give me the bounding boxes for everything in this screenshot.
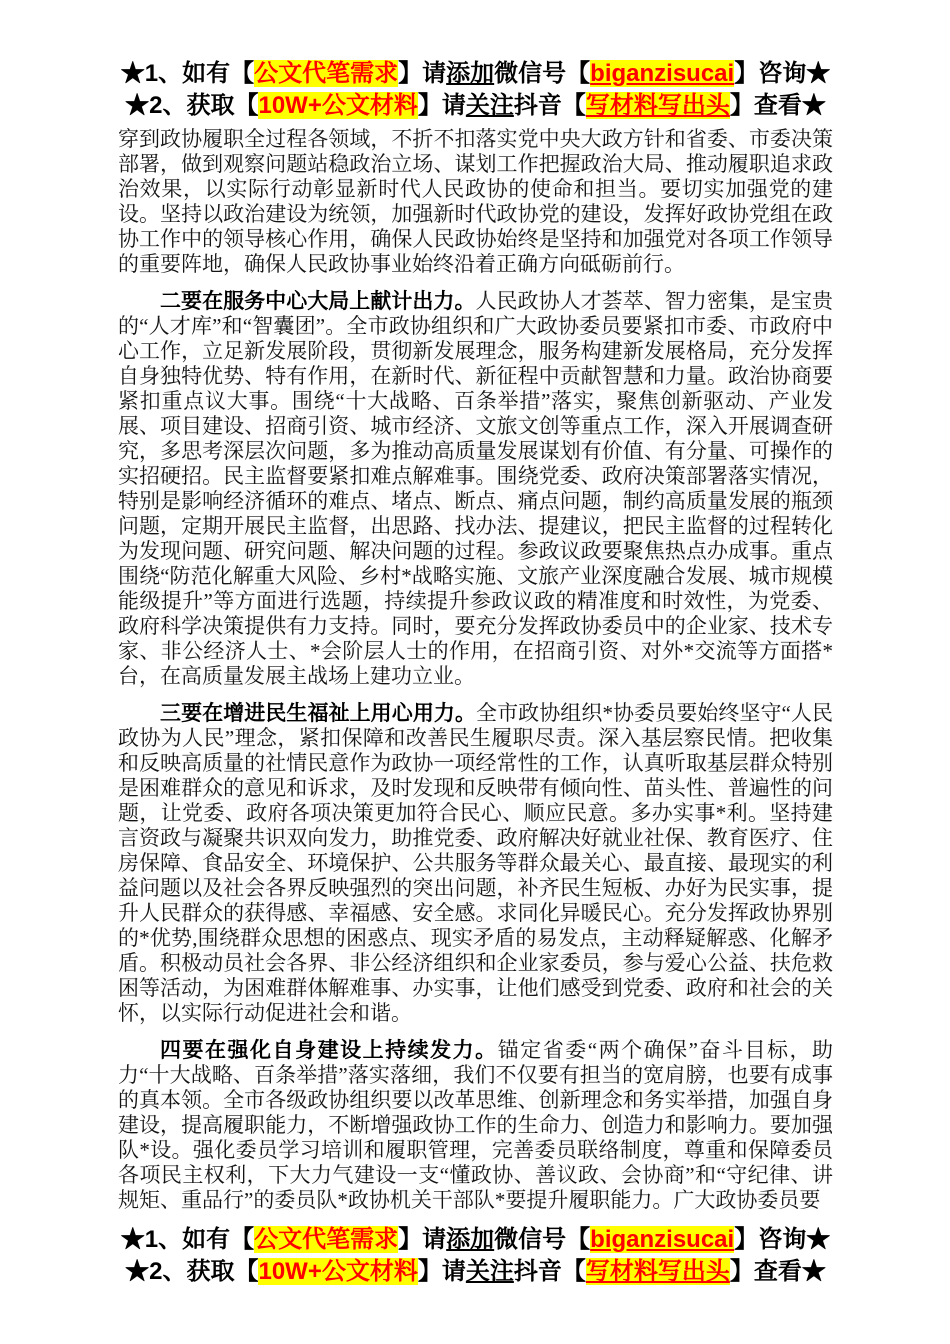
promo-underline-text: 关注 (465, 1258, 514, 1285)
promo-text: 抖音【 (513, 92, 586, 119)
promo-text: ★2、获取【 (125, 1258, 259, 1285)
paragraph-text: 人民政协人才荟萃、智力密集，是宝贵的“人才库”和“智囊团”。全市政协组织和广大政协委员要紧扣市委、市政府中心工作，立足新发展阶段，贯彻新发展理念，服务构建新发展格局，充分发挥自身独特优势、特有作用，在新时代、新征程中贡献智慧和力量。政治协商要紧扣重点议大事。围绕“十大战略、百条举措”落实，聚焦创新驱动、产业发展、项目建设、招商引资、城市经济、文旅文创等重点工作，深入开展调查研究，多思考深层次问题，多为推动高质量发展谋划有价值、有分量、可操作的实招硬招。民主监督要紧扣难点解难事。围绕党委、政府决策部署落实情况，特别是影响经济循环的难点、堵点、断点、痛点问题，制约高质量发展的瓶颈问题，定期开展民主监督，出思路、找办法、提建议，把民主监督的过程转化为发现问题、研究问题、解决问题的过程。参政议政要聚焦热点办成事。重点围绕“防范化解重大风险、乡村*战略实施、文旅产业深度融合发展、城市规模能级提升”等方面进行选题，持续提升参政议政的精准度和时效性，为党委、政府科学决策提供有力支持。同时，要充分发挥政协委员中的企业家、技术专家、非公经济人士、*会阶层人士的作用，在招商引资、对外*交流等方面搭*台，在高质量发展主战场上建功立业。 (118, 289, 833, 688)
promo-underline-text: 添加 (446, 60, 495, 87)
paragraph (118, 127, 833, 277)
paragraph (118, 1038, 833, 1213)
promo-text: 抖音【 (513, 1258, 586, 1285)
promo-highlight: 公文代笔需求 (254, 60, 399, 87)
promo-line-1 (118, 58, 833, 90)
promo-text: 】请 (398, 60, 447, 87)
promo-text: 】请 (398, 1226, 447, 1253)
promo-text: 】咨询★ (734, 60, 831, 87)
promo-text: ★2、获取【 (125, 92, 259, 119)
promo-text: 】查看★ (729, 92, 826, 119)
promo-highlight: 公文代笔需求 (254, 1226, 399, 1253)
promo-underline-text: 关注 (465, 92, 514, 119)
promo-text: 】查看★ (729, 1258, 826, 1285)
paragraph-lead: 二要在服务中心大局上献计出力。 (160, 290, 476, 313)
promo-douyin-id: 写材料写出头 (585, 1258, 730, 1285)
promo-highlight: 10W+公文材料 (258, 92, 418, 119)
promo-line-2 (118, 90, 833, 122)
promo-douyin-id: 写材料写出头 (585, 92, 730, 119)
promo-text: 】请 (417, 92, 466, 119)
paragraph (118, 701, 833, 1026)
promo-text: ★1、如有【 (120, 60, 255, 87)
promo-underline-text: 添加 (446, 1226, 495, 1253)
promo-line-2 (118, 1256, 833, 1288)
promo-banner-bottom (118, 1224, 833, 1288)
paragraph-text: 全市政协组织*协委员要始终坚守“人民政协为人民”理念，紧扣保障和改善民生履职尽责。深入基层察民情。把收集和反映高质量的社情民意作为政协一项经常性的工作，认真听取基层群众特别是困难群众的意见和诉求，及时发现和反映带有倾向性、苗头性、普遍性的问题，让党委、政府各项决策更加符合民心、顺应民意。多办实事*利。坚持建言资政与凝聚共识双向发力，助推党委、政府解决好就业社保、教育医疗、住房保障、食品安全、环境保护、公共服务等群众最关心、最直接、最现实的利益问题以及社会各界反映强烈的突出问题，补齐民生短板、办好为民实事，提升人民群众的获得感、幸福感、安全感。求同化异暖民心。充分发挥政协界别的*优势,围绕群众思想的困惑点、现实矛盾的易发点，主动释疑解惑、化解矛盾。积极动员社会各界、非公经济组织和企业家委员，参与爱心公益、扶危救困等活动，为困难群体解难事、办实事，让他们感受到党委、政府和社会的关怀，以实际行动促进社会和谐。 (118, 701, 834, 1025)
promo-text: ★1、如有【 (120, 1226, 255, 1253)
promo-text: 】咨询★ (734, 1226, 831, 1253)
promo-wechat-id: biganzisucai (590, 60, 735, 87)
promo-text: 微信号【 (494, 1226, 591, 1253)
paragraph (118, 289, 833, 689)
promo-text: 】请 (417, 1258, 466, 1285)
promo-text: 微信号【 (494, 60, 591, 87)
promo-highlight: 10W+公文材料 (258, 1258, 418, 1285)
paragraph-text: 锚定省委“两个确保”奋斗目标，助力“十大战略、百条举措”落实落细，我们不仅要有担当的宽肩膀，也要有成事的真本领。全市各级政协组织要以改革思维、创新理念和务实举措，加强自身建设，提高履职能力，不断增强政协工作的生命力、创造力和影响力。要加强队*设。强化委员学习培训和履职管理，完善委员联络制度，尊重和保障委员各项民主权利，下大力气建设一支“懂政协、善议政、会协商”和“守纪律、讲规矩、重品行”的委员队*政协机关干部队*要提升履职能力。广大政协委员要 (118, 1038, 834, 1212)
paragraph-text: 穿到政协履职全过程各领域，不折不扣落实党中央大政方针和省委、市委决策部署，做到观察问题站稳政治立场、谋划工作把握政治大局、推动履职追求政治效果，以实际行动彰显新时代人民政协的使命和担当。要切实加强党的建设。坚持以政治建设为统领，加强新时代政协党的建设，发挥好政协党组在政协工作中的领导核心作用，确保人民政协始终是坚持和加强党对各项工作领导的重要阵地，确保人民政协事业始终沿着正确方向砥砺前行。 (118, 127, 833, 276)
promo-line-1 (118, 1224, 833, 1256)
promo-banner-top (118, 58, 833, 122)
paragraph-lead: 三要在增进民生福祉上用心用力。 (160, 702, 477, 725)
promo-wechat-id: biganzisucai (590, 1226, 735, 1253)
document-body (118, 127, 833, 1213)
paragraph-lead: 四要在强化自身建设上持续发力。 (160, 1039, 498, 1062)
